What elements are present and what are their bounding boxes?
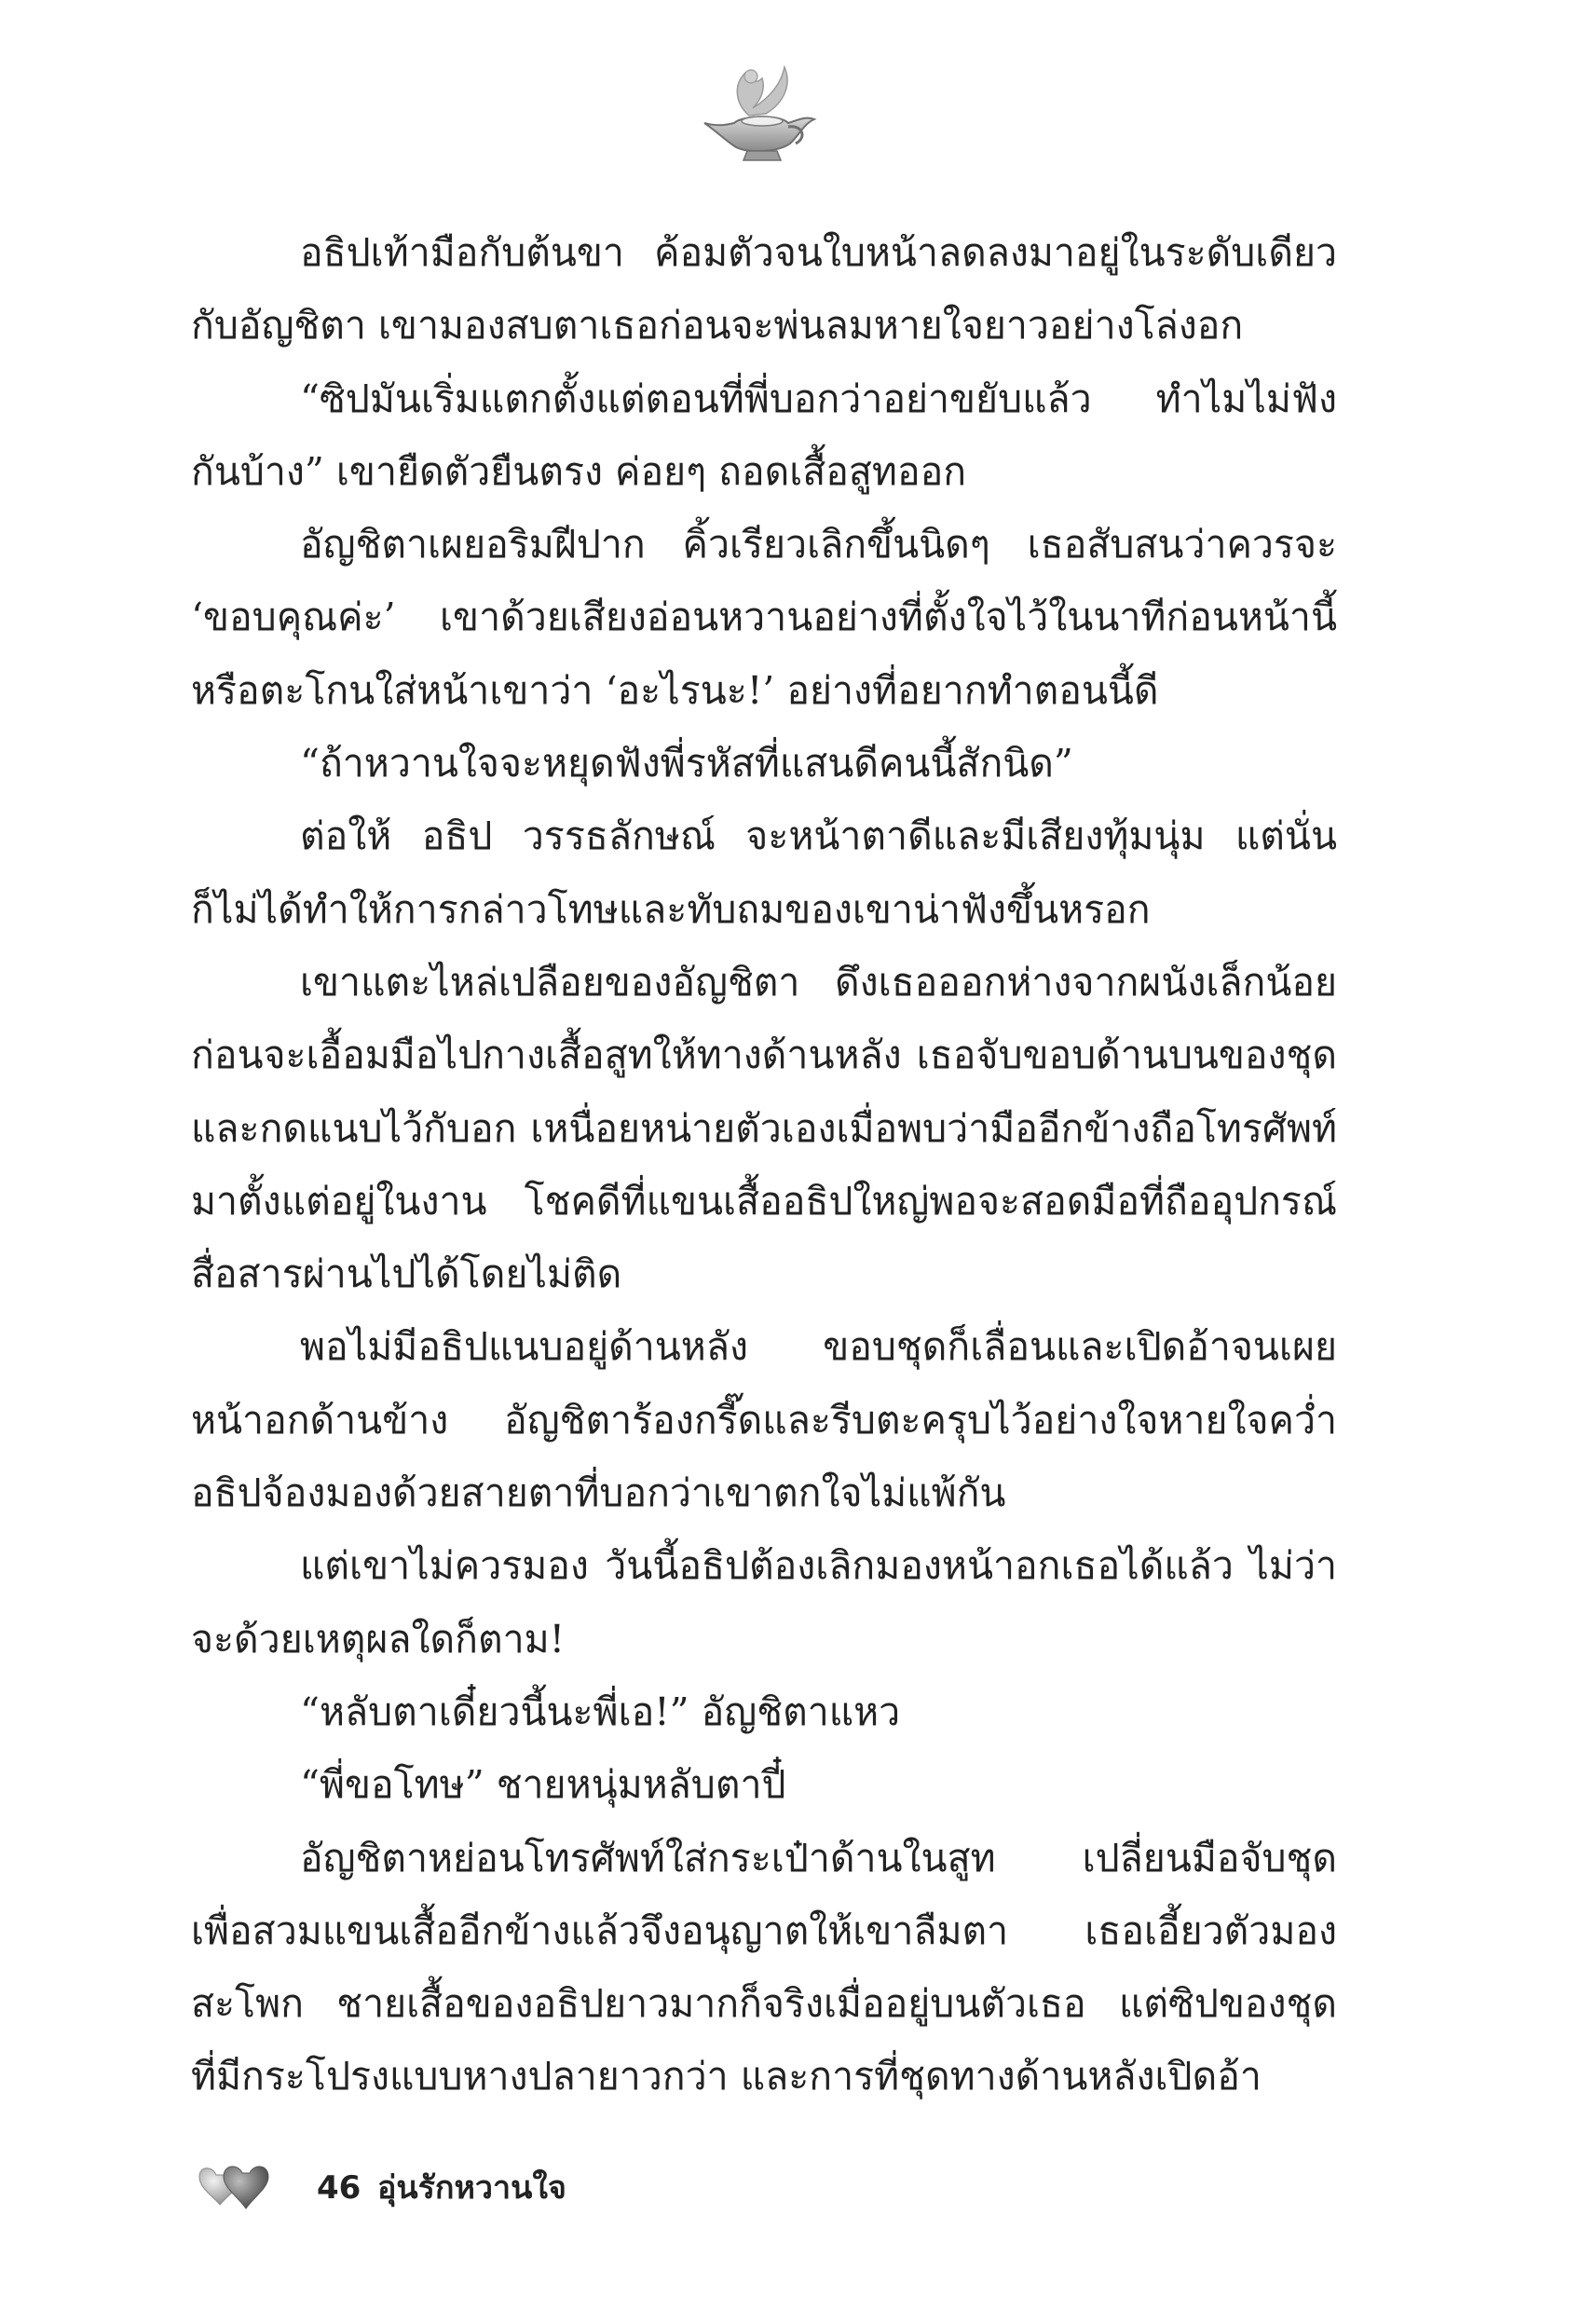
text-line: กับอัญชิตา เขามองสบตาเธอก่อนจะพ่นลมหายใจยาวอย่างโล่งอก: [191, 303, 1244, 349]
text-line: หน้าอกด้านข้าง อัญชิตาร้องกรี๊ดและรีบตะครุบไว้อย่างใจหายใจคว่ำ: [191, 1397, 1337, 1443]
paragraph: [191, 946, 1337, 1310]
text-line: พอไม่มีอธิปแนบอยู่ด้านหลัง ขอบชุดก็เลื่อนและเปิดอ้าจนเผย: [300, 1324, 1337, 1370]
text-line: เขาแตะไหล่เปลือยของอัญชิตา ดึงเธอออกห่างจากผนังเล็กน้อย: [300, 959, 1337, 1005]
text-line: อัญชิตาหย่อนโทรศัพท์ใส่กระเป๋าด้านในสูท เปลี่ยนมือจับชุด: [300, 1835, 1337, 1880]
text-line: แต่เขาไม่ควรมอง วันนี้อธิปต้องเลิกมองหน้าอกเธอได้แล้ว ไม่ว่า: [300, 1543, 1337, 1589]
text-line: สื่อสารผ่านไปได้โดยไม่ติด: [191, 1251, 622, 1297]
text-line: เพื่อสวมแขนเสื้ออีกข้างแล้วจึงอนุญาตให้เขาลืมตา เธอเอี้ยวตัวมอง: [191, 1908, 1337, 1953]
paragraph: [191, 508, 1337, 727]
text-line: ที่มีกระโปรงแบบหางปลายาวกว่า และการที่ชุดทางด้านหลังเปิดอ้า: [191, 2054, 1262, 2099]
genie-lamp-icon: [695, 58, 825, 170]
text-line: หรือตะโกนใส่หน้าเขาว่า ‘อะไรนะ!’ อย่างที่อยากทำตอนนี้ดี: [191, 667, 1159, 713]
text-line: สะโพก ชายเสื้อของอธิปยาวมากก็จริงเมื่ออยู่บนตัวเธอ แต่ซิปของชุด: [191, 1981, 1337, 2027]
text-line: ก็ไม่ได้ทำให้การกล่าวโทษและทับถมของเขาน่าฟังขึ้นหรอก: [191, 886, 1151, 932]
text-line: ‘ขอบคุณค่ะ’ เขาด้วยเสียงอ่อนหวานอย่างที่ตั้งใจไว้ในนาทีก่อนหน้านี้: [191, 595, 1337, 640]
text-line: และกดแนบไว้กับอก เหนื่อยหน่ายตัวเองเมื่อพบว่ามืออีกข้างถือโทรศัพท์: [191, 1105, 1337, 1151]
hearts-icon: [196, 2160, 276, 2216]
text-line: กันบ้าง” เขายืดตัวยืนตรง ค่อยๆ ถอดเสื้อสูทออก: [191, 448, 967, 494]
paragraph: [191, 1822, 1337, 2113]
text-line: อธิปเท้ามือกับต้นขา ค้อมตัวจนใบหน้าลดลงมาอยู่ในระดับเดียว: [300, 230, 1337, 275]
page-number: 46: [317, 2169, 361, 2207]
paragraph: [191, 1529, 1337, 1675]
text-line: “ซิปมันเริ่มแตกตั้งแต่ตอนที่พี่บอกว่าอย่าขยับแล้ว ทำไมไม่ฟัง: [300, 376, 1337, 421]
text-line: อัญชิตาเผยอริมฝีปาก คิ้วเรียวเลิกขึ้นนิดๆ เธอสับสนว่าควรจะ: [300, 522, 1337, 567]
page-footer: [196, 2160, 848, 2216]
paragraph: [191, 800, 1337, 946]
text-line: “หลับตาเดี๋ยวนี้นะพี่เอ!” อัญชิตาแหว: [300, 1689, 901, 1734]
paragraph: [191, 727, 1337, 800]
text-line: “ถ้าหวานใจจะหยุดฟังพี่รหัสที่แสนดีคนนี้สักนิด”: [300, 741, 1073, 786]
body-text: [191, 216, 1337, 2113]
text-line: “พี่ขอโทษ” ชายหนุ่มหลับตาปี๋: [300, 1762, 786, 1808]
text-line: ต่อให้ อธิป วรรธลักษณ์ จะหน้าตาดีและมีเสียงทุ้มนุ่ม แต่นั่น: [300, 814, 1337, 859]
paragraph: [191, 1748, 1337, 1821]
text-line: จะด้วยเหตุผลใดก็ตาม!: [191, 1616, 566, 1661]
text-line: ก่อนจะเอื้อมมือไปกางเสื้อสูทให้ทางด้านหลัง เธอจับขอบด้านบนของชุด: [191, 1032, 1337, 1078]
text-line: มาตั้งแต่อยู่ในงาน โชคดีที่แขนเสื้ออธิปใหญ่พอจะสอดมือที่ถืออุปกรณ์: [191, 1178, 1337, 1224]
text-line: อธิปจ้องมองด้วยสายตาที่บอกว่าเขาตกใจไม่แพ้กัน: [191, 1470, 1006, 1516]
paragraph: [191, 216, 1337, 362]
book-title: อุ่นรักหวานใจ: [377, 2169, 566, 2207]
paragraph: [191, 362, 1337, 509]
paragraph: [191, 1310, 1337, 1529]
paragraph: [191, 1675, 1337, 1748]
